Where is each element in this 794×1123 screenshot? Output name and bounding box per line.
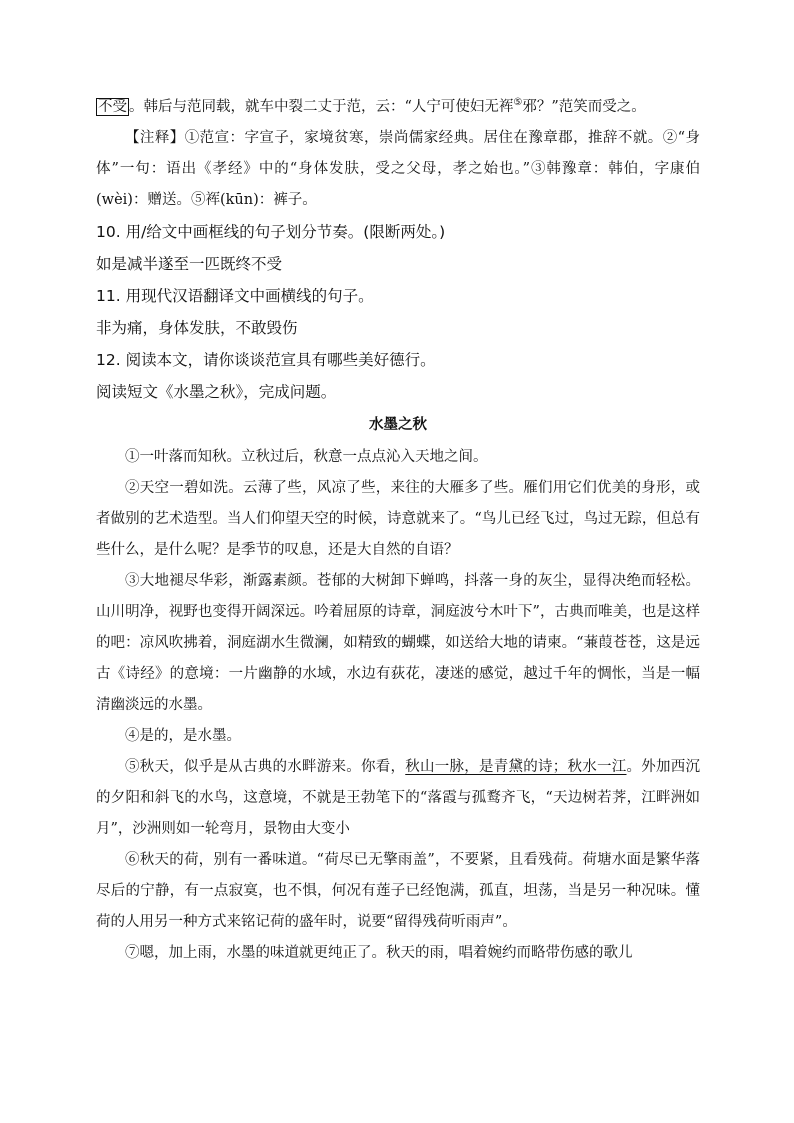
- essay-paragraph-2: ②天空一碧如洗。云薄了些，风凉了些，来往的大雁多了些。雁们用它们优美的身形，或者做别的艺术造型。当人们仰望天空的时候，诗意就来了。“鸟儿已经飞过，鸟过无踪，但总有些什么，是什么呢？是季节的叹息，还是大自然的自语？: [96, 480, 700, 558]
- boxed-sentence: 不受: [98, 99, 127, 115]
- essay-paragraph-3: ③大地褪尽华彩，渐露素颜。苍郁的大树卸下蝉鸣，抖落一身的灰尘，显得决绝而轻松。山川明净，视野也变得开阔深远。吟着屈原的诗章，洞庭波兮木叶下”，古典而唯美，也是这样的吧：凉风吹拂着，洞庭湖水生微澜，如精致的蝴蝶，如送给大地的请柬。“蒹葭苍苍，这是远古《诗经》的意境：一片幽静的水域，水边有荻花，凄迷的感觉，越过千年的惆怅，当是一幅清幽淡远的水墨。: [96, 573, 700, 713]
- question-11: 11. 用现代汉语翻译文中画横线的句子。: [96, 287, 374, 305]
- essay-p5-start: ⑤秋天，似乎是从古典的水畔游来。你看，: [125, 759, 406, 775]
- passage-paragraph-end: [96, 92, 700, 123]
- question-11-sentence: 非为痛，身体发肤，不敢毁伤: [96, 319, 298, 337]
- question-10-sentence: 如是减半遂至一匹既终不受: [96, 255, 283, 273]
- essay-paragraph-4: ④是的，是水墨。: [125, 728, 241, 744]
- question-12: 12. 阅读本文，请你谈谈范宣具有哪些美好德行。: [96, 351, 436, 369]
- reading-intro: 阅读短文《水墨之秋》，完成问题。: [96, 383, 337, 401]
- passage-text: 。韩后与范同载，就车中裂二丈于范，云：“人宁可使妇无裈: [129, 99, 514, 115]
- footnote-marker: ⑤: [513, 97, 523, 109]
- essay-paragraph-1: ①一叶落而知秋。立秋过后，秋意一点点沁入天地之间。: [125, 449, 488, 465]
- document-page: [96, 92, 700, 969]
- question-10: 10. 用/给文中画框线的句子划分节奏。(限断两处。): [96, 223, 446, 241]
- essay-paragraph-7: ⑦嗯，加上雨，水墨的味道就更纯正了。秋天的雨，唱着婉约而略带伤感的歌儿: [125, 945, 633, 961]
- passage-text-end: 邪？”范笑而受之。: [522, 99, 646, 115]
- annotations: 【注释】①范宣：字宣子，家境贫寒，崇尚儒家经典。居住在豫章郡，推辞不就。②“身体”一句：语出《孝经》中的“身体发肤，受之父母，孝之始也。”③韩豫章：韩伯，字康伯(wèi)：赠送。⑤裈(kūn)：裤子。: [96, 130, 700, 208]
- essay-p5-end: 。外加西沉的夕阳和斜飞的水鸟，这意境，不就是王勃笔下的“落霞与孤鹜齐飞，“天边树若荠，江畔洲如月”，沙洲则如一轮弯月，景物由大变小: [96, 759, 700, 837]
- essay-paragraph-5: [96, 752, 700, 845]
- essay-title: 水墨之秋: [369, 416, 427, 433]
- underlined-sentence: 秋山一脉，是青黛的诗；秋水一江: [405, 759, 627, 775]
- essay-paragraph-6: ⑥秋天的荷，别有一番味道。“荷尽已无擎雨盖”，不要紧，且看残荷。荷塘水面是繁华落尽后的宁静，有一点寂寞，也不惧，何况有莲子已经饱满，孤直，坦荡，当是另一种况味。懂荷的人用另一种方式来铭记荷的盛年时，说要“留得残荷听雨声”。: [96, 852, 700, 930]
